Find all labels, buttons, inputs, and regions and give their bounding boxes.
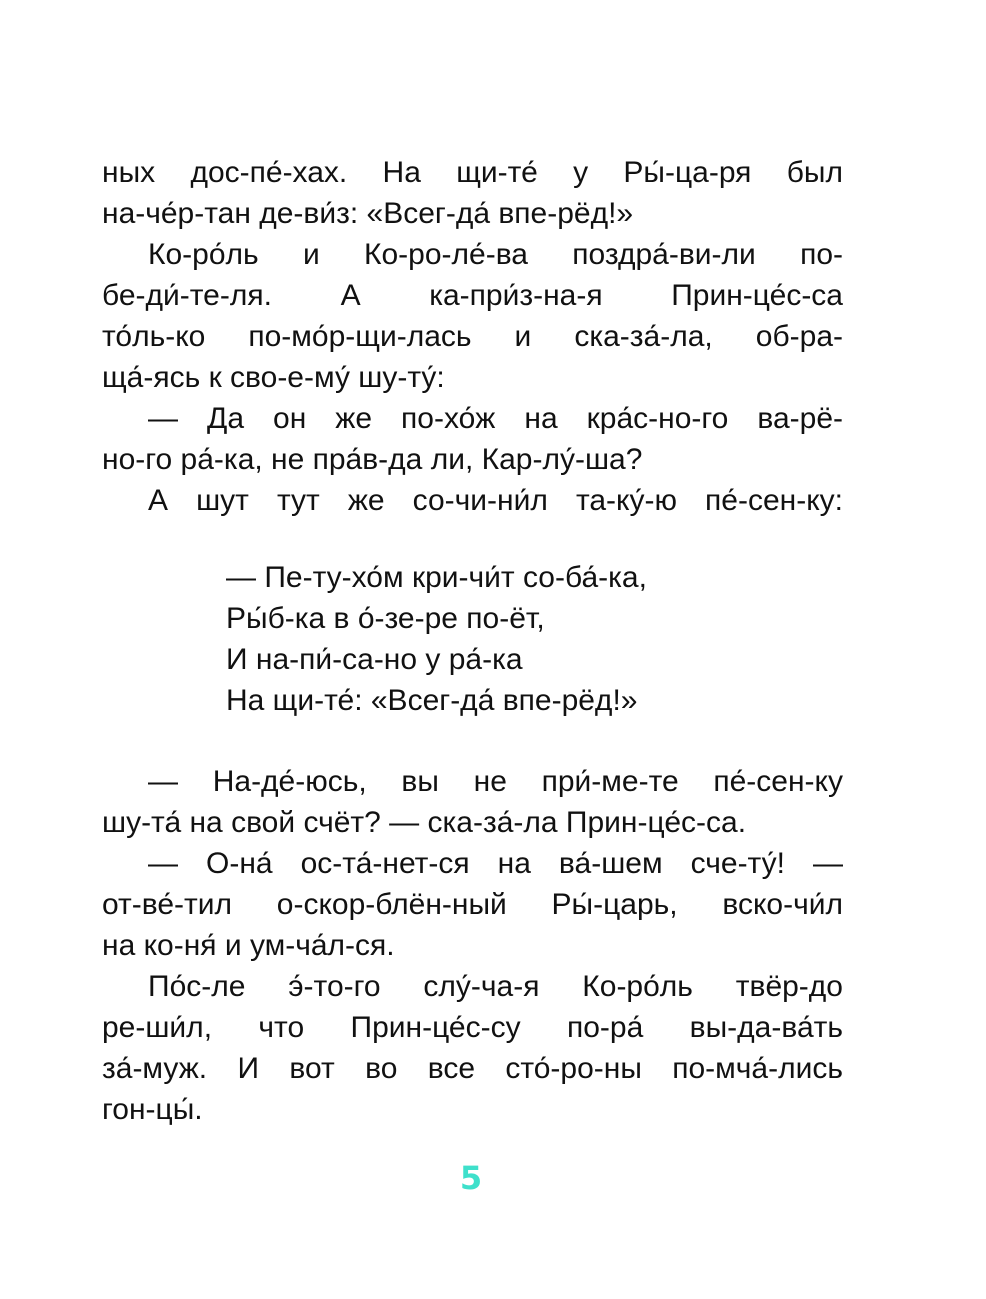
- paragraph: [102, 234, 843, 398]
- text-line: ре-ши́л, что Прин-це́с-су по-ра́ вы-да-ва́ть: [102, 1011, 843, 1044]
- paragraph: [102, 966, 843, 1130]
- text-line: шу-та́ на свой счёт? — ска-за́-ла Прин-це́с-са.: [102, 806, 747, 839]
- text-line: — На-де́-юсь, вы не при́-ме-те пе́-сен-ку: [148, 765, 843, 798]
- text-line: то́ль-ко по-мо́р-щи-лась и ска-за́-ла, об-ра-: [102, 320, 843, 353]
- text-line: — О-на́ ос-та́-нет-ся на ва́-шем сче-ту́! —: [148, 847, 843, 880]
- text-line: на ко-ня́ и ум-ча́л-ся.: [102, 929, 395, 962]
- paragraph: [102, 761, 843, 843]
- text-line: но-го ра́-ка, не пра́в-да ли, Кар-лу́-ша?: [102, 443, 643, 476]
- text-line: ных дос-пе́-хах. На щи-те́ у Ры́-ца-ря был: [102, 156, 843, 189]
- text-line: По́с-ле э́-то-го слу́-ча-я Ко-ро́ль твёр-до: [148, 970, 843, 1003]
- text-line: — Да он же по-хо́ж на кра́с-но-го ва-рё-: [148, 402, 843, 435]
- text-line: за́-муж. И вот во все сто́-ро-ны по-мча́-лись: [102, 1052, 843, 1085]
- text-line: А шут тут же со-чи-ни́л та-ку́-ю пе́-сен-ку:: [148, 484, 843, 517]
- poem-verse: Ры́б-ка в о́-зе-ре по-ёт,: [226, 602, 545, 635]
- poem: [226, 557, 647, 721]
- text-line: бе-ди́-те-ля. А ка-при́з-на-я Прин-це́с-са: [102, 279, 843, 312]
- text-line: ща́-ясь к сво-е-му́ шу-ту́:: [102, 361, 445, 394]
- poem-verse: И на-пи́-са-но у ра́-ка: [226, 643, 523, 676]
- paragraph: [102, 152, 843, 234]
- paragraph: [102, 398, 843, 480]
- page-number: 5: [459, 1159, 483, 1197]
- poem-verse: На щи-те́: «Всег-да́ впе-рёд!»: [226, 684, 638, 717]
- paragraph: [102, 843, 843, 966]
- paragraph: [102, 480, 843, 521]
- text-line: на-че́р-тан де-ви́з: «Всег-да́ впе-рёд!»: [102, 197, 634, 230]
- text-block-bottom: [102, 761, 843, 1130]
- text-block-top: [102, 152, 843, 521]
- text-line: от-ве́-тил о-скор-блён-ный Ры́-царь, вско-чи́л: [102, 888, 843, 921]
- text-line: Ко-ро́ль и Ко-ро-ле́-ва поздра́-ви-ли по-: [148, 238, 843, 271]
- text-line: гон-цы́.: [102, 1093, 203, 1126]
- poem-verse: — Пе-ту-хо́м кри-чи́т со-ба́-ка,: [226, 561, 647, 594]
